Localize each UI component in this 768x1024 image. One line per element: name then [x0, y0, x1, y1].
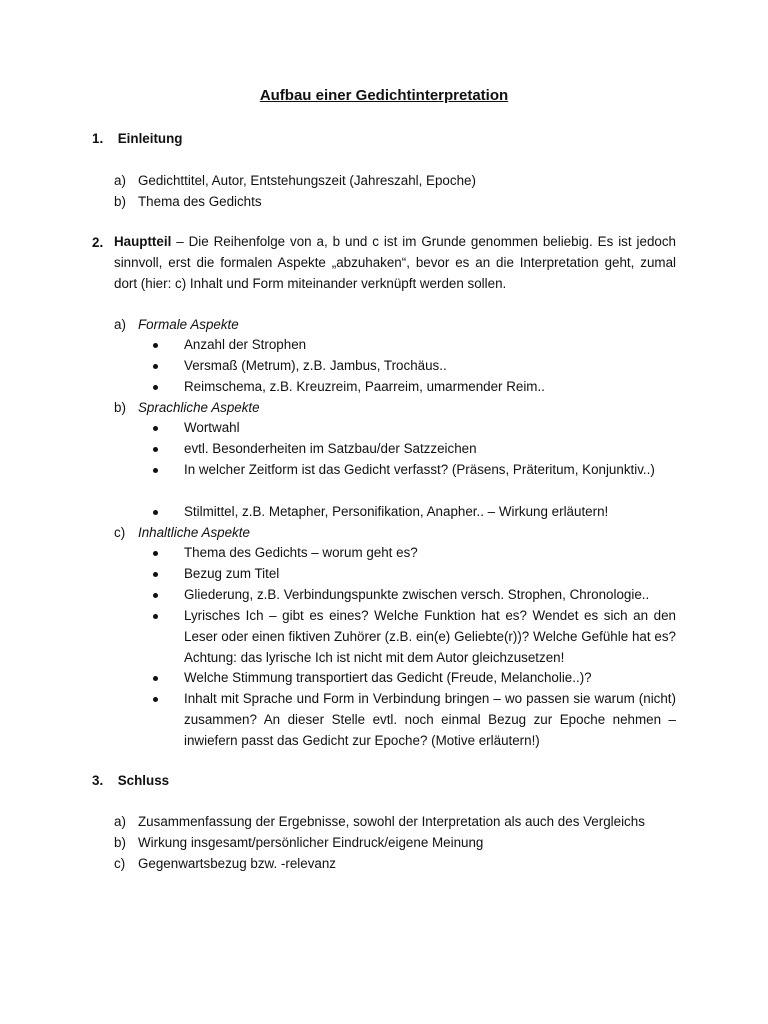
bullet-item: Inhalt mit Sprache und Form in Verbindung bringen – wo passen sie warum (nicht) zusammen? An dieser Stelle evtl. noch einmal Bezug zur Epoche nehmen – inwiefern passt das Gedicht zur Epoche? (Motive erläutern!)	[160, 689, 676, 751]
list-item	[114, 170, 676, 191]
bullet-item: In welcher Zeitform ist das Gedicht verfasst? (Präsens, Präteritum, Konjunktiv..)	[160, 460, 676, 481]
bullet-item: Wortwahl	[160, 418, 676, 439]
intro-text: – Die Reihenfolge von a, b und c ist im Grunde genommen beliebig. Es ist jedoch sinnvoll, erst die formalen Aspekte „abzuhaken“, bevor es an die Interpretation geht, zumal dort (hier: c) Inhalt und Form miteinander verknüpft werden sollen.	[114, 234, 676, 291]
bullet-item: Thema des Gedichts – worum geht es?	[160, 543, 676, 564]
bullet-icon	[153, 551, 158, 556]
item-text: Thema des Gedichts	[138, 194, 262, 209]
bullet-item: Reimschema, z.B. Kreuzreim, Paarreim, umarmender Reim..	[160, 377, 676, 398]
bullet-item: Versmaß (Metrum), z.B. Jambus, Trochäus..	[160, 356, 676, 377]
bullet-item: Bezug zum Titel	[160, 564, 676, 585]
bullet-item: evtl. Besonderheiten im Satzbau/der Satzzeichen	[160, 439, 676, 460]
bullet-icon	[153, 447, 158, 452]
list-item	[114, 191, 676, 212]
item-label: Sprachliche Aspekte	[138, 400, 260, 415]
hauptteil-intro-paragraph	[114, 232, 676, 294]
bullet-item: Stilmittel, z.B. Metapher, Personifikation, Anapher.. – Wirkung erläutern!	[160, 502, 676, 523]
bullet-icon	[153, 385, 158, 390]
list-item	[114, 811, 676, 832]
item-text: Zusammenfassung der Ergebnisse, sowohl der Interpretation als auch des Vergleichs	[138, 814, 645, 829]
bullet-icon	[153, 614, 158, 619]
bullet-item: Anzahl der Strophen	[160, 335, 676, 356]
item-marker: b)	[114, 835, 126, 850]
list-item	[114, 853, 676, 874]
bullet-icon	[153, 593, 158, 598]
document-title: Aufbau einer Gedichtinterpretation	[259, 87, 509, 104]
bullet-item: Lyrisches Ich – gibt es eines? Welche Funktion hat es? Wendet es sich an den Leser oder einen fiktiven Zuhörer (z.B. ein(e) Geliebte(r))? Welche Gefühle hat es? Achtung: das lyrische Ich ist nicht mit dem Autor gleichzusetzen!	[160, 606, 676, 668]
item-marker: a)	[114, 814, 126, 829]
bullet-icon	[153, 426, 158, 431]
section-title: Einleitung	[117, 131, 183, 146]
bullet-icon	[153, 572, 158, 577]
section-number: 3.	[92, 773, 104, 788]
section-title: Schluss	[117, 773, 170, 788]
section-heading-einleitung	[92, 128, 676, 149]
section-number: 1.	[92, 131, 104, 146]
item-text: Gedichttitel, Autor, Entstehungszeit (Jahreszahl, Epoche)	[138, 173, 476, 188]
item-marker: c)	[114, 525, 126, 540]
bullet-icon	[153, 468, 158, 473]
list-item-inhaltliche-aspekte	[114, 522, 676, 543]
section-title: Hauptteil	[114, 234, 172, 249]
item-marker: b)	[114, 400, 126, 415]
bullet-icon	[153, 697, 158, 702]
bullet-item: Gliederung, z.B. Verbindungspunkte zwischen versch. Strophen, Chronologie..	[160, 585, 676, 606]
bullet-icon	[153, 510, 158, 515]
item-marker: c)	[114, 856, 126, 871]
bullet-icon	[153, 364, 158, 369]
bullet-item: Welche Stimmung transportiert das Gedicht (Freude, Melancholie..)?	[160, 668, 676, 689]
list-item-formale-aspekte	[114, 314, 676, 335]
section-number: 2.	[92, 235, 104, 250]
bullet-icon	[153, 676, 158, 681]
item-text: Gegenwartsbezug bzw. -relevanz	[138, 856, 336, 871]
item-text: Wirkung insgesamt/persönlicher Eindruck/eigene Meinung	[138, 835, 484, 850]
item-label: Formale Aspekte	[138, 317, 239, 332]
list-item-sprachliche-aspekte	[114, 397, 676, 418]
item-marker: b)	[114, 194, 126, 209]
item-marker: a)	[114, 317, 126, 332]
item-label: Inhaltliche Aspekte	[138, 525, 250, 540]
list-item	[114, 832, 676, 853]
section-heading-schluss	[92, 770, 676, 791]
item-marker: a)	[114, 173, 126, 188]
bullet-icon	[153, 343, 158, 348]
